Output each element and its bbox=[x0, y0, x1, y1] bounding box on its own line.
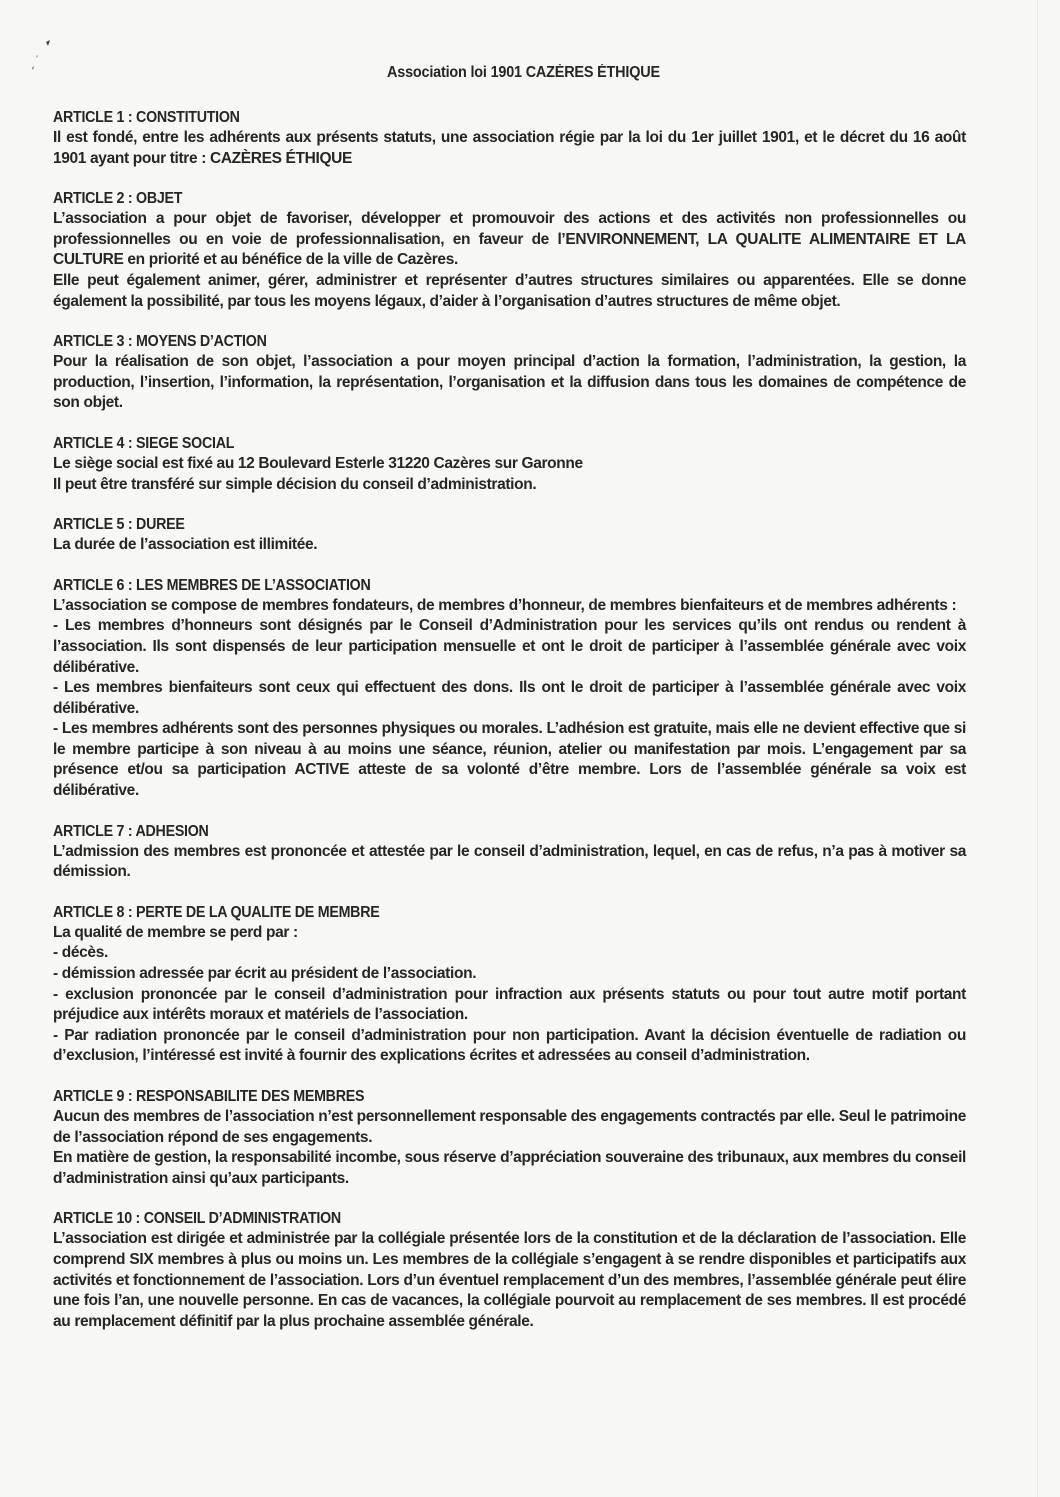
article-paragraph: L’association se compose de membres fondateurs, de membres d’honneur, de membres bienfaiteurs et de membres adhérents : bbox=[53, 596, 957, 614]
article-body bbox=[53, 454, 966, 495]
articles-list bbox=[53, 108, 966, 1332]
article-7 bbox=[53, 822, 966, 883]
article-paragraph: Il peut être transféré sur simple décision du conseil d’administration. bbox=[53, 475, 537, 493]
article-6 bbox=[53, 576, 966, 802]
article-paragraph: Le siège social est fixé au 12 Boulevard Esterle 31220 Cazères sur Garonne bbox=[53, 454, 583, 472]
document-title: Association loi 1901 CAZÈRES ÉTHIQUE bbox=[387, 64, 660, 81]
article-10 bbox=[53, 1209, 966, 1332]
article-8 bbox=[53, 903, 966, 1067]
article-body bbox=[53, 352, 966, 414]
article-paragraph: - exclusion prononcée par le conseil d’administration pour infraction aux présents statuts ou pour tout autre motif portant préjudice aux intérêts moraux et matériels de l’association. bbox=[53, 985, 966, 1024]
article-body bbox=[53, 209, 966, 312]
article-paragraph: Aucun des membres de l’association n’est personnellement responsable des engagements contractés par elle. Seul le patrimoine de l’association répond de ses engagements. bbox=[53, 1108, 966, 1146]
article-heading: ARTICLE 1 : CONSTITUTION bbox=[53, 109, 240, 126]
article-body bbox=[53, 1229, 966, 1332]
article-paragraph: La qualité de membre se perd par : bbox=[53, 923, 298, 941]
article-body bbox=[53, 923, 966, 1067]
article-paragraph: - Les membres bienfaiteurs sont ceux qui effectuent des dons. Ils ont le droit de participer à l’assemblée générale avec voix délibérative. bbox=[53, 679, 966, 717]
article-paragraph: Il est fondé, entre les adhérents aux présents statuts, une association régie par la loi du 1er juillet 1901, et le décret du 16 août 1901 ayant pour titre : CAZÈRES ÉTHIQUE bbox=[53, 129, 966, 167]
article-5 bbox=[53, 515, 966, 556]
article-body bbox=[53, 535, 966, 556]
article-paragraph: - Les membres d’honneurs sont désignés par le Conseil d’Administration pour les services qu’ils ont rendus ou rendent à l’association. Ils sont dispensés de leur participation mensuelle et ont le droit de participer à l’assemblée générale avec voix délibérative. bbox=[53, 617, 966, 676]
article-9 bbox=[53, 1087, 966, 1189]
article-heading: ARTICLE 5 : DUREE bbox=[53, 516, 185, 534]
article-heading: ARTICLE 8 : PERTE DE LA QUALITE DE MEMBRE bbox=[53, 903, 380, 921]
article-paragraph: - Par radiation prononcée par le conseil d’administration pour non participation. Avant la décision éventuelle de radiation ou d’exclusion, l’intéressé est invité à fournir des explications écrites et adressées au conseil d’administration. bbox=[53, 1026, 966, 1065]
article-paragraph: L’association a pour objet de favoriser, développer et promouvoir des actions et des activités non professionnelles ou professionnelles ou en voie de professionnalisation, en faveur de l’ENVIRONNEMENT, LA QUALITE ALIMENTAIRE ET LA CULTURE en priorité et au bénéfice de la ville de Cazères. bbox=[53, 210, 966, 269]
article-heading: ARTICLE 6 : LES MEMBRES DE L’ASSOCIATION bbox=[53, 576, 371, 594]
article-body bbox=[53, 1107, 966, 1189]
article-paragraph: L’admission des membres est prononcée et attestée par le conseil d’administration, lequel, en cas de refus, n’a pas à motiver sa démission. bbox=[53, 842, 966, 881]
article-paragraph: Elle peut également animer, gérer, administrer et représenter d’autres structures similaires ou apparentées. Elle se donne également la possibilité, par tous les moyens légaux, d’aider à l’organisation d’autres structures de même objet. bbox=[53, 271, 966, 310]
article-paragraph: La durée de l’association est illimitée. bbox=[53, 536, 318, 554]
article-heading: ARTICLE 10 : CONSEIL D’ADMINISTRATION bbox=[53, 1210, 341, 1228]
article-paragraph: - démission adressée par écrit au président de l’association. bbox=[53, 965, 477, 983]
article-paragraph: - décès. bbox=[53, 944, 108, 962]
article-paragraph: - Les membres adhérents sont des personnes physiques ou morales. L’adhésion est gratuite, mais elle ne devient effective que si le membre participe à son niveau à au moins une séance, réunion, atelier ou manifestation par mois. L’engagement par sa présence et/ou sa participation ACTIVE atteste de sa volonté d’être membre. Lors de l’assemblée générale sa voix est délibérative. bbox=[53, 720, 966, 800]
article-body bbox=[53, 596, 966, 802]
statutes-document bbox=[53, 64, 966, 1352]
article-3 bbox=[53, 332, 966, 414]
article-body bbox=[53, 128, 966, 169]
scan-page-edge bbox=[1037, 0, 1038, 1497]
article-paragraph: Pour la réalisation de son objet, l’association a pour moyen principal d’action la formation, l’administration, la gestion, la production, l’insertion, l’information, la représentation, l’organisation et la diffusion dans tous les domaines de compétence de son objet. bbox=[53, 353, 966, 412]
article-1 bbox=[53, 108, 966, 169]
article-paragraph: L’association est dirigée et administrée par la collégiale présentée lors de la constitution et de la déclaration de l’association. Elle comprend SIX membres à plus ou moins un. Les membres de la collégiale s’engagent à se rendre disponibles et participatifs aux activités et fonctionnement de l’association. Lors d’un éventuel remplacement d’un des membres, l’assemblée générale peut élire une fois l’an, une nouvelle personne. En cas de vacances, la collégiale pourvoit au remplacement de ses membres. Il est procédé au remplacement définitif par la plus prochaine assemblée générale. bbox=[53, 1230, 966, 1330]
article-paragraph: En matière de gestion, la responsabilité incombe, sous réserve d’appréciation souveraine des tribunaux, aux membres du conseil d’administration ainsi qu’aux participants. bbox=[53, 1149, 966, 1187]
article-heading: ARTICLE 7 : ADHESION bbox=[53, 822, 209, 840]
article-heading: ARTICLE 4 : SIEGE SOCIAL bbox=[53, 434, 235, 452]
article-2 bbox=[53, 189, 966, 312]
article-heading: ARTICLE 2 : OBJET bbox=[53, 190, 183, 208]
article-4 bbox=[53, 434, 966, 495]
article-heading: ARTICLE 9 : RESPONSABILITE DES MEMBRES bbox=[53, 1088, 365, 1105]
article-heading: ARTICLE 3 : MOYENS D’ACTION bbox=[53, 333, 267, 351]
article-body bbox=[53, 842, 966, 883]
